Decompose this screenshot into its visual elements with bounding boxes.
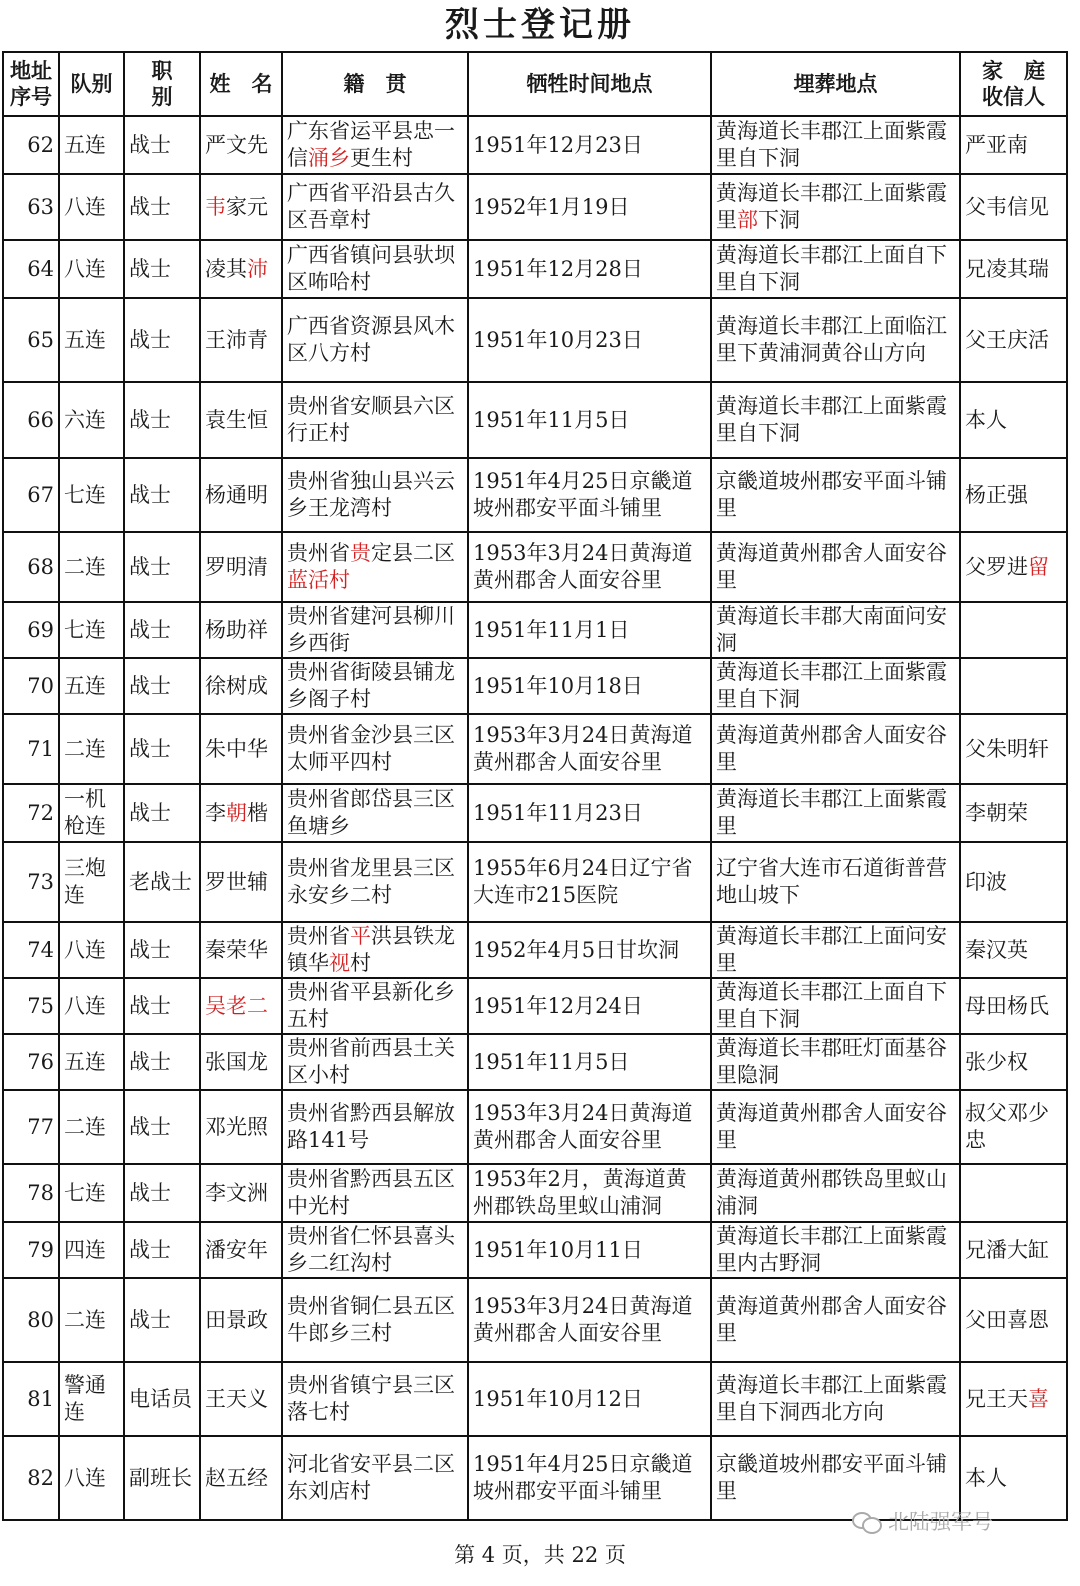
- table-row: [3, 1278, 1067, 1362]
- cell-contact: 母田杨氏: [960, 978, 1067, 1034]
- cell-no: 79: [3, 1222, 59, 1278]
- cell-unit: 五连: [59, 1034, 124, 1090]
- cell-contact: 叔父邓少忠: [960, 1090, 1067, 1164]
- cell-contact: 父罗进留: [960, 532, 1067, 602]
- cell-role: 副班长: [124, 1436, 200, 1520]
- cell-name: 邓光照: [200, 1090, 282, 1164]
- page-footer: 第 4 页，共 22 页: [454, 1543, 626, 1567]
- cell-no: 76: [3, 1034, 59, 1090]
- cell-death: 1953年3月24日黄海道黄州郡舍人面安谷里: [468, 532, 711, 602]
- cell-unit: 八连: [59, 240, 124, 298]
- cell-name: 李朝楷: [200, 784, 282, 842]
- cell-name: 韦家元: [200, 174, 282, 240]
- cell-contact: [960, 658, 1067, 714]
- cell-role: 战士: [124, 1090, 200, 1164]
- cell-origin: 广东省运平县忠一信涌乡更生村: [282, 116, 468, 174]
- cell-death: 1951年10月11日: [468, 1222, 711, 1278]
- cell-death: 1952年1月19日: [468, 174, 711, 240]
- col-header-death: 牺牲时间地点: [468, 52, 711, 116]
- table-row: [3, 842, 1067, 922]
- cell-origin: 贵州省郎岱县三区鱼塘乡: [282, 784, 468, 842]
- cell-no: 62: [3, 116, 59, 174]
- cell-contact: 父田喜恩: [960, 1278, 1067, 1362]
- cell-burial: 黄海道长丰郡江上面紫霞里内古野洞: [711, 1222, 960, 1278]
- cell-death: 1953年3月24日黄海道黄州郡舍人面安谷里: [468, 1278, 711, 1362]
- highlighted-text: 贵: [350, 541, 371, 565]
- cell-death: 1952年4月5日甘坎洞: [468, 922, 711, 978]
- cell-role: 战士: [124, 174, 200, 240]
- cell-origin: 贵州省黔西县解放路141号: [282, 1090, 468, 1164]
- highlighted-text: 沛: [247, 256, 268, 281]
- cell-no: 67: [3, 458, 59, 532]
- table-row: [3, 458, 1067, 532]
- cell-no: 78: [3, 1164, 59, 1222]
- highlighted-text: 蓝活村: [287, 568, 350, 592]
- cell-name: 田景政: [200, 1278, 282, 1362]
- cell-name: 罗明清: [200, 532, 282, 602]
- cell-origin: 河北省安平县二区东刘店村: [282, 1436, 468, 1520]
- cell-no: 65: [3, 298, 59, 382]
- cell-burial: 黄海道长丰郡江上面自下里自下洞: [711, 240, 960, 298]
- table-row: [3, 532, 1067, 602]
- cell-origin: 贵州省平洪县铁龙镇华视村: [282, 922, 468, 978]
- cell-contact: 兄凌其瑞: [960, 240, 1067, 298]
- cell-death: 1951年10月23日: [468, 298, 711, 382]
- table-row: [3, 298, 1067, 382]
- cell-death: 1951年12月28日: [468, 240, 711, 298]
- cell-no: 75: [3, 978, 59, 1034]
- cell-death: 1951年10月12日: [468, 1362, 711, 1436]
- cell-unit: 八连: [59, 1436, 124, 1520]
- col-header-unit: 队别: [59, 52, 124, 116]
- cell-burial: 黄海道长丰郡旺灯面基谷里隐洞: [711, 1034, 960, 1090]
- cell-origin: 贵州省铜仁县五区牛郎乡三村: [282, 1278, 468, 1362]
- cell-origin: 广西省镇问县驮坝区咘哈村: [282, 240, 468, 298]
- col-header-name: 姓 名: [200, 52, 282, 116]
- cell-no: 70: [3, 658, 59, 714]
- table-row: [3, 658, 1067, 714]
- cell-name: 张国龙: [200, 1034, 282, 1090]
- cell-name: 杨通明: [200, 458, 282, 532]
- watermark: [852, 1506, 993, 1536]
- cell-name: 徐树成: [200, 658, 282, 714]
- cell-contact: 严亚南: [960, 116, 1067, 174]
- cell-origin: 贵州省安顺县六区行正村: [282, 382, 468, 458]
- cell-role: 战士: [124, 298, 200, 382]
- cell-burial: 京畿道坡州郡安平面斗铺里: [711, 458, 960, 532]
- highlighted-text: 部: [737, 208, 758, 232]
- register-table: [2, 51, 1068, 1521]
- cell-origin: 贵州省龙里县三区永安乡二村: [282, 842, 468, 922]
- cell-unit: 三炮连: [59, 842, 124, 922]
- cell-unit: 七连: [59, 1164, 124, 1222]
- cell-burial: 黄海道长丰郡江上面紫霞里自下洞: [711, 658, 960, 714]
- cell-death: 1951年4月25日京畿道坡州郡安平面斗铺里: [468, 458, 711, 532]
- cell-contact: 本人: [960, 1436, 1067, 1520]
- cell-unit: 二连: [59, 1278, 124, 1362]
- cell-unit: 八连: [59, 978, 124, 1034]
- cell-burial: 黄海道长丰郡江上面紫霞里部下洞: [711, 174, 960, 240]
- col-header-origin: 籍 贯: [282, 52, 468, 116]
- cell-contact: 兄潘大缸: [960, 1222, 1067, 1278]
- cell-role: 战士: [124, 1222, 200, 1278]
- cell-origin: 贵州省建河县柳川乡西街: [282, 602, 468, 658]
- cell-no: 80: [3, 1278, 59, 1362]
- cell-death: 1951年11月5日: [468, 382, 711, 458]
- cell-role: 战士: [124, 1164, 200, 1222]
- cell-name: 赵五经: [200, 1436, 282, 1520]
- cell-no: 82: [3, 1436, 59, 1520]
- cell-name: 杨助祥: [200, 602, 282, 658]
- col-header-address-no: 地址 序号: [3, 52, 59, 116]
- highlighted-text: 喜: [1028, 1386, 1049, 1411]
- cell-contact: 杨正强: [960, 458, 1067, 532]
- cell-role: 电话员: [124, 1362, 200, 1436]
- cell-contact: [960, 1164, 1067, 1222]
- header-row: [3, 52, 1067, 116]
- table-row: [3, 174, 1067, 240]
- table-row: [3, 1362, 1067, 1436]
- table-row: [3, 922, 1067, 978]
- cell-unit: 五连: [59, 298, 124, 382]
- cell-role: 老战士: [124, 842, 200, 922]
- table-row: [3, 116, 1067, 174]
- cell-name: [200, 978, 282, 1034]
- cell-death: 1951年4月25日京畿道坡州郡安平面斗铺里: [468, 1436, 711, 1520]
- cell-origin: 贵州省街陵县铺龙乡阁子村: [282, 658, 468, 714]
- col-header-burial: 埋葬地点: [711, 52, 960, 116]
- highlighted-text: 视: [329, 951, 350, 975]
- cell-unit: 五连: [59, 116, 124, 174]
- col-header-role: 职 别: [124, 52, 200, 116]
- table-row: [3, 1164, 1067, 1222]
- cell-death: 1951年11月1日: [468, 602, 711, 658]
- cell-death: 1951年12月23日: [468, 116, 711, 174]
- cell-no: 68: [3, 532, 59, 602]
- cell-burial: 黄海道黄州郡铁岛里蚁山浦洞: [711, 1164, 960, 1222]
- page-title: 烈士登记册: [445, 5, 635, 45]
- cell-death: 1953年3月24日黄海道黄州郡舍人面安谷里: [468, 714, 711, 784]
- cell-burial: 黄海道黄州郡舍人面安谷里: [711, 1090, 960, 1164]
- cell-role: 战士: [124, 714, 200, 784]
- cell-contact: 兄王天喜: [960, 1362, 1067, 1436]
- cell-name: 李文洲: [200, 1164, 282, 1222]
- cell-role: 战士: [124, 602, 200, 658]
- cell-death: 1951年11月23日: [468, 784, 711, 842]
- cell-unit: 一机枪连: [59, 784, 124, 842]
- wechat-icon: [852, 1510, 882, 1532]
- highlighted-text: 吴老二: [205, 993, 268, 1018]
- cell-contact: 印波: [960, 842, 1067, 922]
- cell-origin: 广西省资源县风木区八方村: [282, 298, 468, 382]
- highlighted-text: 平: [350, 924, 371, 948]
- cell-name: 袁生恒: [200, 382, 282, 458]
- cell-no: 73: [3, 842, 59, 922]
- cell-death: 1951年12月24日: [468, 978, 711, 1034]
- cell-unit: 二连: [59, 714, 124, 784]
- table-row: [3, 382, 1067, 458]
- cell-name: 严文先: [200, 116, 282, 174]
- cell-no: 77: [3, 1090, 59, 1164]
- table-row: [3, 978, 1067, 1034]
- cell-name: 凌其沛: [200, 240, 282, 298]
- cell-burial: 黄海道黄州郡舍人面安谷里: [711, 532, 960, 602]
- cell-burial: 黄海道长丰郡江上面自下里自下洞: [711, 978, 960, 1034]
- cell-unit: 五连: [59, 658, 124, 714]
- cell-burial: 黄海道长丰郡江上面临江里下黄浦洞黄谷山方向: [711, 298, 960, 382]
- table-row: [3, 240, 1067, 298]
- highlighted-text: 韦: [205, 194, 226, 219]
- table-row: [3, 1090, 1067, 1164]
- cell-death: 1953年2月，黄海道黄州郡铁岛里蚁山浦洞: [468, 1164, 711, 1222]
- cell-no: 69: [3, 602, 59, 658]
- cell-unit: 六连: [59, 382, 124, 458]
- cell-role: 战士: [124, 784, 200, 842]
- cell-contact: 张少权: [960, 1034, 1067, 1090]
- cell-name: 朱中华: [200, 714, 282, 784]
- cell-role: 战士: [124, 1278, 200, 1362]
- cell-no: 81: [3, 1362, 59, 1436]
- cell-origin: 贵州省仁怀县喜头乡二红沟村: [282, 1222, 468, 1278]
- cell-burial: 黄海道黄州郡舍人面安谷里: [711, 714, 960, 784]
- cell-contact: 秦汉英: [960, 922, 1067, 978]
- cell-death: 1951年10月18日: [468, 658, 711, 714]
- cell-unit: 四连: [59, 1222, 124, 1278]
- cell-no: 64: [3, 240, 59, 298]
- table-body: [3, 116, 1067, 1520]
- cell-unit: 二连: [59, 1090, 124, 1164]
- cell-no: 63: [3, 174, 59, 240]
- table-row: [3, 1222, 1067, 1278]
- cell-burial: 黄海道长丰郡江上面紫霞里自下洞西北方向: [711, 1362, 960, 1436]
- cell-name: 潘安年: [200, 1222, 282, 1278]
- cell-unit: 七连: [59, 458, 124, 532]
- cell-origin: 贵州省平县新化乡五村: [282, 978, 468, 1034]
- cell-role: 战士: [124, 658, 200, 714]
- cell-burial: 京畿道坡州郡安平面斗铺里: [711, 1436, 960, 1520]
- cell-origin: 贵州省镇宁县三区落七村: [282, 1362, 468, 1436]
- cell-name: 罗世辅: [200, 842, 282, 922]
- cell-burial: 黄海道长丰郡大南面问安洞: [711, 602, 960, 658]
- cell-name: 王沛青: [200, 298, 282, 382]
- cell-unit: 七连: [59, 602, 124, 658]
- cell-no: 66: [3, 382, 59, 458]
- table-row: [3, 602, 1067, 658]
- cell-role: 战士: [124, 116, 200, 174]
- col-header-contact: 家 庭 收信人: [960, 52, 1067, 116]
- cell-role: 战士: [124, 1034, 200, 1090]
- cell-unit: 二连: [59, 532, 124, 602]
- watermark-text: 北陆强军号: [888, 1510, 993, 1534]
- cell-origin: 广西省平沿县古久区吾章村: [282, 174, 468, 240]
- cell-burial: 黄海道长丰郡江上面问安里: [711, 922, 960, 978]
- cell-contact: 父韦信见: [960, 174, 1067, 240]
- cell-role: 战士: [124, 922, 200, 978]
- cell-unit: 八连: [59, 922, 124, 978]
- cell-contact: 父朱明轩: [960, 714, 1067, 784]
- cell-death: 1951年11月5日: [468, 1034, 711, 1090]
- cell-burial: 黄海道长丰郡江上面紫霞里自下洞: [711, 116, 960, 174]
- cell-origin: 贵州省前西县土关区小村: [282, 1034, 468, 1090]
- cell-origin: 贵州省黔西县五区中光村: [282, 1164, 468, 1222]
- cell-role: 战士: [124, 458, 200, 532]
- cell-origin: 贵州省贵定县二区蓝活村: [282, 532, 468, 602]
- cell-role: 战士: [124, 382, 200, 458]
- cell-burial: 辽宁省大连市石道街普营地山坡下: [711, 842, 960, 922]
- cell-contact: 本人: [960, 382, 1067, 458]
- table-row: [3, 714, 1067, 784]
- table-row: [3, 784, 1067, 842]
- table-row: [3, 1034, 1067, 1090]
- cell-death: 1955年6月24日辽宁省大连市215医院: [468, 842, 711, 922]
- cell-role: 战士: [124, 532, 200, 602]
- cell-death: 1953年3月24日黄海道黄州郡舍人面安谷里: [468, 1090, 711, 1164]
- cell-no: 74: [3, 922, 59, 978]
- cell-burial: 黄海道长丰郡江上面紫霞里: [711, 784, 960, 842]
- cell-origin: 贵州省独山县兴云乡王龙湾村: [282, 458, 468, 532]
- cell-contact: 李朝荣: [960, 784, 1067, 842]
- highlighted-text: 朝: [226, 800, 247, 825]
- cell-role: 战士: [124, 240, 200, 298]
- cell-no: 71: [3, 714, 59, 784]
- highlighted-text: 留: [1028, 554, 1049, 579]
- cell-burial: 黄海道黄州郡舍人面安谷里: [711, 1278, 960, 1362]
- cell-role: 战士: [124, 978, 200, 1034]
- highlighted-text: 涌乡: [308, 146, 350, 170]
- cell-burial: 黄海道长丰郡江上面紫霞里自下洞: [711, 382, 960, 458]
- cell-no: 72: [3, 784, 59, 842]
- cell-contact: 父王庆活: [960, 298, 1067, 382]
- cell-unit: 警通连: [59, 1362, 124, 1436]
- cell-name: 秦荣华: [200, 922, 282, 978]
- cell-contact: [960, 602, 1067, 658]
- cell-name: 王天义: [200, 1362, 282, 1436]
- cell-unit: 八连: [59, 174, 124, 240]
- cell-origin: 贵州省金沙县三区太师平四村: [282, 714, 468, 784]
